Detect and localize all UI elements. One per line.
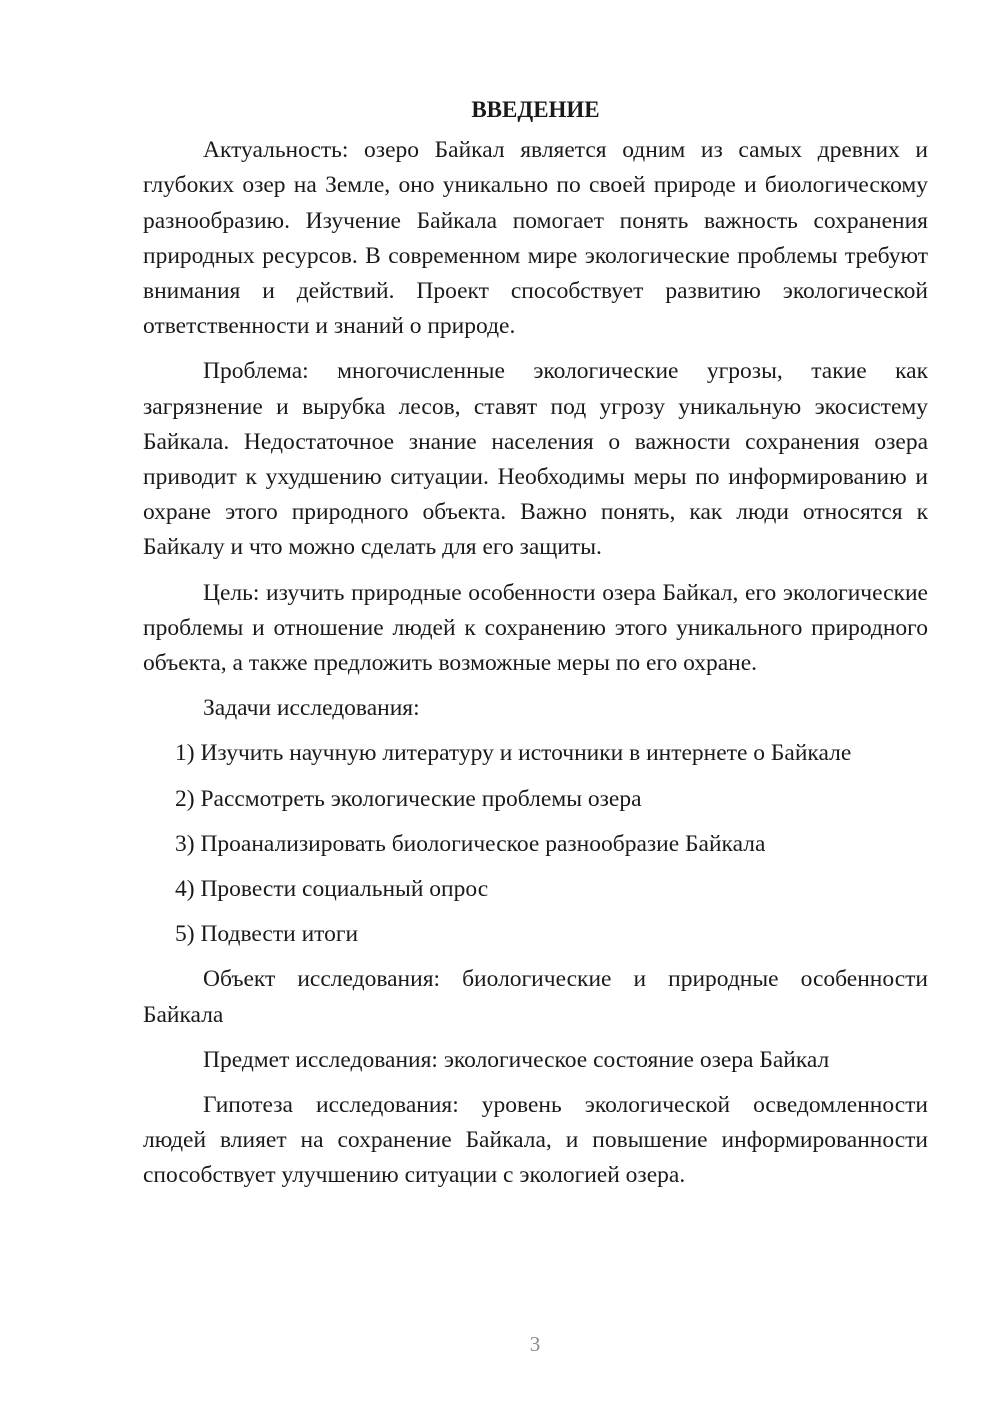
subject-paragraph: Предмет исследования: экологическое состояние озера Байкал bbox=[203, 1046, 830, 1073]
problem-paragraph: Проблема: многочисленные экологические угрозы, такие как загрязнение и вырубка лесов, ставят под угрозу уникальную экосистему Байкала. Недостаточное знание населения о важности сохранения озера приводит к ухудшению ситуации. Необходимы меры по информированию и охране этого природного объекта. Важно понять, как люди относятся к Байкалу и что можно сделать для его защиты. bbox=[143, 358, 928, 561]
tasks-list bbox=[143, 736, 928, 952]
hypothesis-paragraph: Гипотеза исследования: уровень экологической осведомленности людей влияет на сохранение Байкала, и повышение информированности способствует улучшению ситуации с экологией озера. bbox=[143, 1092, 928, 1189]
task-item: 5) Подвести итоги bbox=[175, 921, 359, 948]
object-paragraph: Объект исследования: биологические и природные особенности Байкала bbox=[143, 966, 928, 1028]
task-item: 1) Изучить научную литературу и источники в интернете о Байкале bbox=[175, 740, 852, 767]
task-item: 3) Проанализировать биологическое разнообразие Байкала bbox=[175, 830, 766, 857]
goal-paragraph: Цель: изучить природные особенности озера Байкал, его экологические проблемы и отношение людей к сохранению этого уникального природного объекта, а также предложить возможные меры по его охране. bbox=[143, 579, 928, 677]
tasks-title: Задачи исследования: bbox=[203, 695, 420, 722]
task-item: 4) Провести социальный опрос bbox=[175, 876, 489, 903]
task-item: 2) Рассмотреть экологические проблемы озера bbox=[175, 785, 642, 812]
page-content bbox=[143, 92, 928, 1204]
page-number: 3 bbox=[529, 1332, 541, 1356]
relevance-paragraph: Актуальность: озеро Байкал является одним из самых древних и глубоких озер на Земле, оно уникально по своей природе и биологическому разнообразию. Изучение Байкала помогает понять важность сохранения природных ресурсов. В современном мире экологические проблемы требуют внимания и действий. Проект способствует развитию экологической ответственности и знаний о природе. bbox=[143, 137, 928, 340]
section-heading: ВВЕДЕНИЕ bbox=[471, 97, 600, 122]
